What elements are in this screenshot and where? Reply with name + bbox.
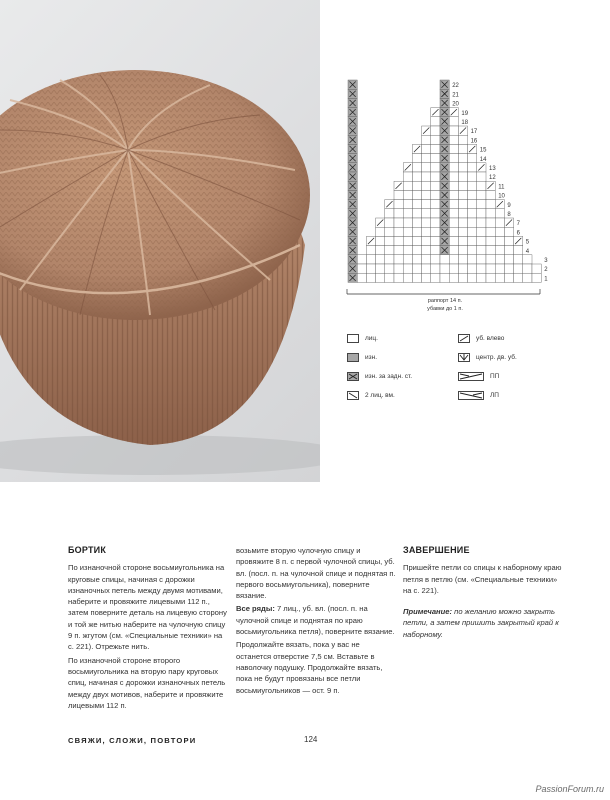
legend-item-purl [347, 353, 377, 362]
chart-cell [477, 236, 486, 245]
chart-cell [458, 209, 467, 218]
chart-cell [412, 163, 421, 172]
chart-cell [431, 126, 440, 135]
chart-row-number: 5 [525, 239, 530, 246]
chart-cell [468, 218, 477, 227]
chart-cell [412, 218, 421, 227]
chart-row-number: 4 [525, 248, 530, 255]
chart-cell [477, 227, 486, 236]
chart-row-number: 20 [452, 101, 459, 108]
cable-left-icon [458, 391, 484, 400]
legend-label: уб. влево [476, 335, 505, 342]
chart-cell [504, 227, 513, 236]
chart-cell [495, 236, 504, 245]
chart-cell [422, 273, 431, 282]
chart-cell [394, 246, 403, 255]
chart-cell [532, 273, 541, 282]
chart-cell [431, 264, 440, 273]
legend-label: 2 лиц. вм. [365, 392, 395, 399]
chart-cell [440, 264, 449, 273]
chart-cell [431, 200, 440, 209]
chart-cell [385, 227, 394, 236]
legend-item-k2tog [347, 391, 395, 400]
chart-cell [495, 255, 504, 264]
chart-cell [394, 264, 403, 273]
chart-cell [440, 273, 449, 282]
chart-cell [486, 236, 495, 245]
chart-cell [357, 255, 366, 264]
chart-cell [376, 227, 385, 236]
chart-cell [477, 172, 486, 181]
chart-cell [458, 181, 467, 190]
chart-row-number: 17 [470, 129, 478, 136]
chart-cell [385, 255, 394, 264]
legend-item-ssk [458, 334, 504, 343]
note-label: Примечание: [403, 607, 453, 617]
chart-row-number: 2 [544, 267, 548, 274]
chart-cell [431, 273, 440, 282]
chart-cell [514, 255, 523, 264]
legend-label: лиц. [365, 335, 378, 342]
chart-cell [449, 126, 458, 135]
chart-cell [403, 172, 412, 181]
chart-cell [431, 181, 440, 190]
legend-item-purl-tbl [347, 372, 412, 381]
chart-cell [523, 264, 532, 273]
chart-cell [385, 273, 394, 282]
chart-cell [376, 273, 385, 282]
chart-cell [514, 246, 523, 255]
chart-cell [504, 246, 513, 255]
chart-row-number: 1 [544, 276, 548, 283]
chart-cell [449, 227, 458, 236]
chart-cell [431, 190, 440, 199]
chart-cell [431, 135, 440, 144]
trim-paragraph-2: По изнаночной стороне второго восьмиугольника на вторую пару круговых спиц, начиная с дорожки изнаночных петель между двух мотивов, наберите и провяжите лицевыми 112 п. [68, 655, 226, 710]
chart-row-number: 13 [489, 166, 496, 172]
continuation-paragraph-1: возьмите вторую чулочную спицу и провяжите 8 п. с первой чулочной спицы, уб. вл. (посл. п. на чулочной спице и поднятая п. первого восьмиугольника), поверните вязание. [236, 546, 396, 601]
watermark: PassionForum.ru [535, 784, 604, 794]
chart-cell [477, 246, 486, 255]
chart-cell [495, 273, 504, 282]
chart-cell [394, 255, 403, 264]
chart-cell [422, 200, 431, 209]
legend-label: изн. за задн. ст. [365, 373, 413, 380]
chart-row-number: 21 [452, 92, 459, 99]
chart-row-number: 8 [507, 212, 511, 218]
chart-row-number: 12 [489, 175, 496, 182]
heading-finishing: ЗАВЕРШЕНИЕ [403, 545, 470, 555]
chart-cell [431, 236, 440, 245]
chart-cell [477, 255, 486, 264]
chart-cell [403, 200, 412, 209]
chart-cell [486, 209, 495, 218]
chart-cell [422, 227, 431, 236]
chart-cell [449, 209, 458, 218]
grey-square-icon [347, 353, 359, 362]
chart-cell [412, 200, 421, 209]
chart-cell [523, 255, 532, 264]
chart-cell [422, 255, 431, 264]
chart-cell [495, 227, 504, 236]
chart-cell [403, 209, 412, 218]
chart-cell [394, 200, 403, 209]
chart-cell [394, 209, 403, 218]
chart-cell [449, 163, 458, 172]
chart-cell [412, 190, 421, 199]
chart-cell [468, 154, 477, 163]
chart-cell [468, 200, 477, 209]
chart-cell [449, 246, 458, 255]
chart-cell [486, 273, 495, 282]
legend-label: изн. [365, 354, 378, 361]
chart-cell [394, 190, 403, 199]
chart-row-number: 11 [498, 184, 505, 191]
book-title: СВЯЖИ, СЛОЖИ, ПОВТОРИ [68, 736, 197, 745]
decrease-right-icon [347, 391, 359, 400]
chart-cell [449, 117, 458, 126]
chart-cell [504, 273, 513, 282]
chart-cell [412, 209, 421, 218]
decrease-left-icon [458, 334, 470, 343]
column-finishing [403, 545, 563, 642]
chart-cell [403, 273, 412, 282]
chart-cell [449, 190, 458, 199]
chart-cell [468, 227, 477, 236]
chart-cell [431, 117, 440, 126]
chart-cell [403, 246, 412, 255]
chart-cell [495, 209, 504, 218]
chart-cell [495, 246, 504, 255]
chart-cell [376, 255, 385, 264]
chart-cell [532, 264, 541, 273]
chart-cell [486, 218, 495, 227]
note-paragraph [403, 606, 563, 640]
chart-cell [366, 255, 375, 264]
chart-cell [449, 135, 458, 144]
chart-cell [376, 264, 385, 273]
chart-cell [431, 246, 440, 255]
chart-cell [403, 181, 412, 190]
chart-cell [422, 218, 431, 227]
chart-cell [412, 255, 421, 264]
continuation-paragraph-2: Продолжайте вязать, пока у вас не останется отверстие 7,5 см. Вставьте в наволочку подушку. Продолжайте вязать, пока не будут провязаны все петли восьмиугольников — ост. 9 п. [236, 640, 383, 695]
knitting-chart [330, 72, 600, 322]
chart-cell [486, 227, 495, 236]
chart-cell [449, 255, 458, 264]
chart-cell [468, 246, 477, 255]
chart-cell [504, 264, 513, 273]
finishing-paragraph: Пришейте петли со спицы к наборному краю петля в петлю (см. «Специальные техники» на с. 221). [403, 563, 562, 595]
chart-cell [403, 190, 412, 199]
column-trim [68, 545, 230, 713]
chart-cell [468, 236, 477, 245]
chart-cell [458, 135, 467, 144]
chart-row-number: 18 [461, 120, 469, 126]
chart-cell [458, 227, 467, 236]
chart-cell [422, 135, 431, 144]
chart-cell [394, 236, 403, 245]
chart-cell [431, 154, 440, 163]
chart-cell [403, 255, 412, 264]
all-rows-paragraph [236, 603, 396, 637]
chart-cell [422, 181, 431, 190]
chart-cell [422, 163, 431, 172]
chart-cell [403, 227, 412, 236]
legend-item-knit [347, 334, 378, 343]
chart-cell [376, 246, 385, 255]
chart-cell [523, 273, 532, 282]
legend-item-cdd [458, 353, 517, 362]
chart-row-number: 6 [516, 230, 520, 237]
chart-cell [458, 144, 467, 153]
chart-row-number: 19 [461, 110, 469, 117]
chart-cell [449, 273, 458, 282]
note-text: по желанию можно закрыть петли, а затем пришить закрытый край к наборному. [403, 607, 559, 639]
legend-item-cable-right [458, 372, 499, 381]
chart-cell [477, 200, 486, 209]
chart-cell [458, 273, 467, 282]
chart-cell [394, 273, 403, 282]
chart-cell [458, 190, 467, 199]
chart-cell [449, 172, 458, 181]
chart-cell [403, 236, 412, 245]
chart-row-number: 10 [498, 193, 505, 200]
chart-cell [458, 236, 467, 245]
chart-cell [477, 181, 486, 190]
chart-cell [504, 236, 513, 245]
chart-cell [357, 273, 366, 282]
page-number: 124 [304, 735, 318, 744]
repeat-note [390, 297, 500, 313]
chart-cell [477, 190, 486, 199]
chart-cell [385, 209, 394, 218]
legend-label: центр. дв. уб. [476, 354, 517, 361]
chart-cell [422, 144, 431, 153]
chart-cell [449, 218, 458, 227]
chart-cell [431, 255, 440, 264]
chart-cell [385, 218, 394, 227]
chart-cell [422, 172, 431, 181]
trim-paragraph-1: По изнаночной стороне восьмиугольника на круговые спицы, начиная с дорожки изнаночных петель между двумя мотивами, наберите и провяжите лицевыми 112 п., затем поверните деталь на лицевую сторону и той же нитью наберите на чулочную спицу 9 п. жгутом (см. «Специальные техники» на с. 221). Отрежьте нить. [68, 563, 227, 652]
chart-cell [495, 264, 504, 273]
chart-cell [412, 273, 421, 282]
chart-cell [477, 209, 486, 218]
chart-cell [449, 181, 458, 190]
empty-square-icon [347, 334, 359, 343]
chart-cell [468, 264, 477, 273]
central-double-decrease-icon [458, 353, 470, 362]
chart-cell [412, 172, 421, 181]
chart-cell [495, 218, 504, 227]
chart-row-number: 9 [507, 202, 511, 209]
chart-cell [412, 181, 421, 190]
chart-grid [348, 80, 541, 282]
chart-cell [412, 154, 421, 163]
chart-cell [468, 190, 477, 199]
all-rows-text: 7 лиц., уб. вл. (посл. п. на чулочной спице и поднятая по краю восьмиугольника петля), поверните вязание. [236, 604, 395, 637]
chart-cell [440, 255, 449, 264]
chart-cell [458, 255, 467, 264]
chart-row-number: 15 [479, 147, 487, 154]
heading-trim: БОРТИК [68, 545, 107, 555]
chart-cell [486, 200, 495, 209]
chart-cell [486, 255, 495, 264]
chart-row-number: 3 [544, 258, 548, 264]
chart-cell [449, 200, 458, 209]
chart-cell [412, 236, 421, 245]
chart-cell [422, 154, 431, 163]
chart-cell [366, 264, 375, 273]
chart-cell [385, 264, 394, 273]
chart-cell [504, 255, 513, 264]
chart-cell [477, 218, 486, 227]
chart-cell [486, 246, 495, 255]
all-rows-label: Все ряды: [236, 604, 275, 614]
chart-row-number: 14 [479, 156, 487, 163]
chart-cell [394, 227, 403, 236]
chart-cell [458, 200, 467, 209]
legend-label: ЛП [490, 392, 499, 399]
chart-cell [468, 209, 477, 218]
chart-row-number: 16 [470, 138, 478, 145]
chart-cell [477, 273, 486, 282]
chart-cell [431, 218, 440, 227]
chart-cell [477, 264, 486, 273]
chart-cell [431, 144, 440, 153]
chart-cell [403, 264, 412, 273]
chart-cell [422, 209, 431, 218]
chart-cell [422, 236, 431, 245]
knitted-pouf-illustration [0, 0, 320, 482]
repeat-line-2: убавки до 1 п. [427, 306, 463, 312]
chart-cell [431, 172, 440, 181]
chart-cell [458, 163, 467, 172]
chart-cell [468, 255, 477, 264]
chart-cell [431, 163, 440, 172]
chart-cell [422, 190, 431, 199]
chart-cell [403, 218, 412, 227]
chart-cell [357, 264, 366, 273]
chart-cell [449, 154, 458, 163]
chart-row-number: 22 [452, 83, 459, 90]
chart-cell [366, 246, 375, 255]
chart-cell [468, 172, 477, 181]
chart-cell [412, 246, 421, 255]
chart-cell [468, 273, 477, 282]
cable-right-icon [458, 372, 484, 381]
chart-cell [449, 264, 458, 273]
chart-cell [458, 246, 467, 255]
chart-cell [449, 236, 458, 245]
chart-cell [385, 236, 394, 245]
legend-item-cable-left [458, 391, 499, 400]
pouf-photo [0, 0, 320, 482]
legend-label: ПП [490, 373, 500, 380]
chart-cell [514, 264, 523, 273]
chart-cell [412, 227, 421, 236]
chart-cell [458, 264, 467, 273]
chart-cell [486, 190, 495, 199]
chart-cell [422, 264, 431, 273]
chart-cell [449, 144, 458, 153]
chart-cell [458, 172, 467, 181]
chart-cell [514, 273, 523, 282]
chart-cell [458, 154, 467, 163]
chart-cell [412, 264, 421, 273]
column-continuation [236, 545, 396, 698]
chart-cell [394, 218, 403, 227]
chart-cell [366, 273, 375, 282]
chart-cell [422, 246, 431, 255]
chart-cell [385, 246, 394, 255]
chart-cell [468, 181, 477, 190]
chart-cell [431, 209, 440, 218]
chart-row-number: 7 [516, 221, 520, 228]
cross-twisted-icon [347, 372, 359, 381]
chart-cell [376, 236, 385, 245]
chart-cell [486, 264, 495, 273]
chart-cell [468, 163, 477, 172]
repeat-line-1: раппорт 14 п. [427, 298, 463, 304]
chart-legend [345, 332, 605, 412]
chart-cell [431, 227, 440, 236]
chart-cell [458, 218, 467, 227]
